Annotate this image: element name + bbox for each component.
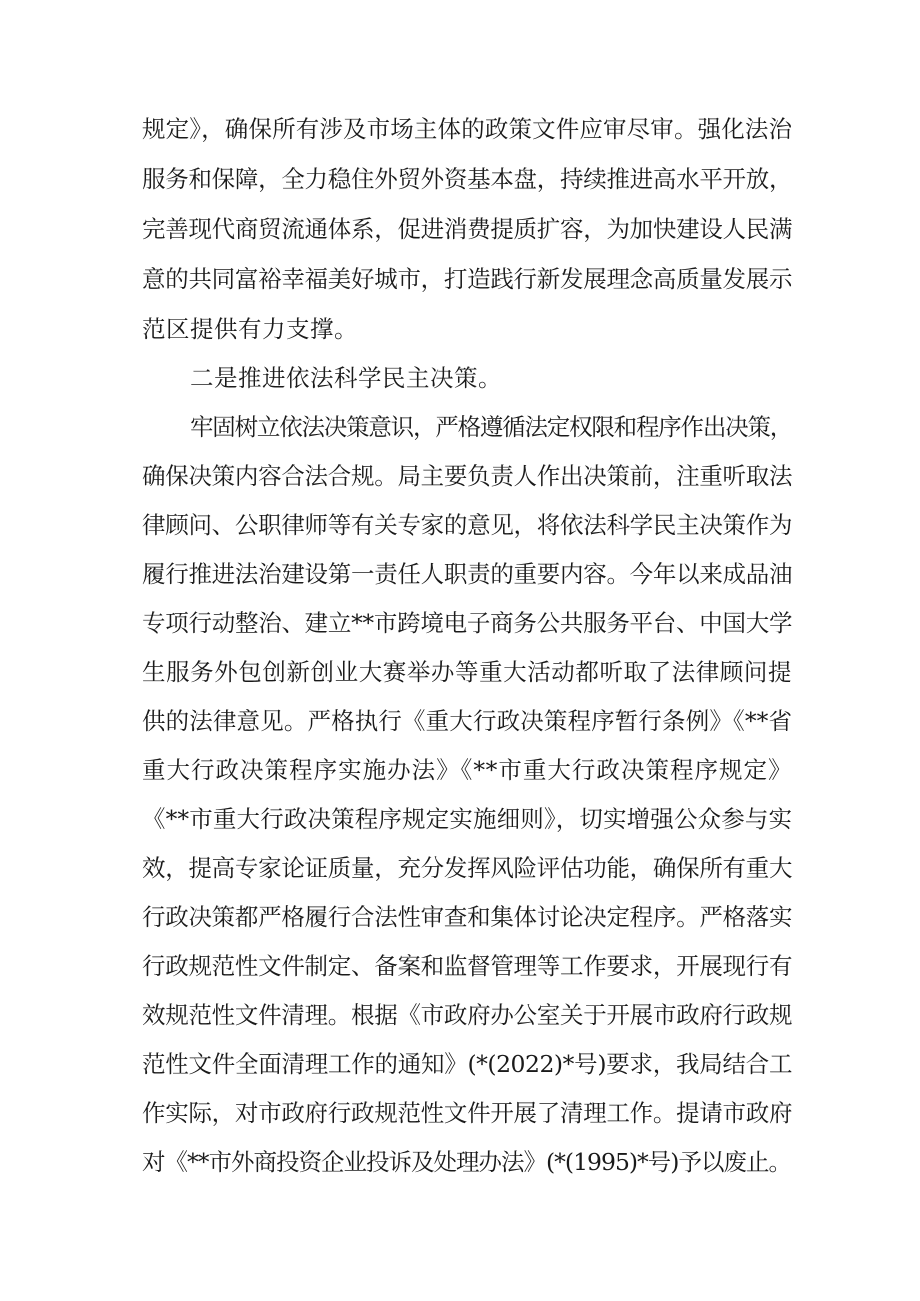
text-line: 行政决策都严格履行合法性审查和集体讨论决定程序。严格落实 — [142, 903, 792, 931]
text-line: 行政规范性文件制定、备案和监督管理等工作要求，开展现行有 — [142, 952, 792, 980]
text-line: 重大行政决策程序实施办法》《**市重大行政决策程序规定》 — [142, 756, 792, 784]
text-line: 专项行动整治、建立**市跨境电子商务公共服务平台、中国大学 — [142, 609, 792, 637]
text-line: 服务和保障，全力稳住外贸外资基本盘，持续推进高水平开放， — [142, 165, 792, 193]
text-line: 范性文件全面清理工作的通知》(*(2022)*号)要求，我局结合工 — [142, 1050, 792, 1078]
text-line: 范区提供有力支撑。 — [142, 315, 358, 343]
text-line: 意的共同富裕幸福美好城市，打造践行新发展理念高质量发展示 — [142, 265, 792, 293]
text-line: 《**市重大行政决策程序规定实施细则》，切实增强公众参与实 — [142, 805, 792, 833]
text-line: 对《**市外商投资企业投诉及处理办法》(*(1995)*号)予以废止。 — [142, 1148, 791, 1176]
text-line: 作实际，对市政府行政规范性文件开展了清理工作。提请市政府 — [142, 1099, 792, 1127]
text-line: 律顾问、公职律师等有关专家的意见，将依法科学民主决策作为 — [142, 511, 792, 539]
text-line: 确保决策内容合法合规。局主要负责人作出决策前，注重听取法 — [142, 462, 792, 490]
text-line: 牢固树立依法决策意识，严格遵循法定权限和程序作出决策， — [190, 413, 792, 441]
text-line: 规定》，确保所有涉及市场主体的政策文件应审尽审。强化法治 — [142, 115, 792, 143]
text-line: 效规范性文件清理。根据《市政府办公室关于开展市政府行政规 — [142, 1001, 792, 1029]
text-line: 供的法律意见。严格执行《重大行政决策程序暂行条例》《**省 — [142, 707, 792, 735]
section-heading: 二是推进依法科学民主决策。 — [190, 364, 502, 392]
text-line: 效，提高专家论证质量，充分发挥风险评估功能，确保所有重大 — [142, 854, 792, 882]
text-line: 完善现代商贸流通体系，促进消费提质扩容，为加快建设人民满 — [142, 215, 792, 243]
text-line: 生服务外包创新创业大赛举办等重大活动都听取了法律顾问提 — [142, 658, 792, 686]
text-line: 履行推进法治建设第一责任人职责的重要内容。今年以来成品油 — [142, 560, 792, 588]
